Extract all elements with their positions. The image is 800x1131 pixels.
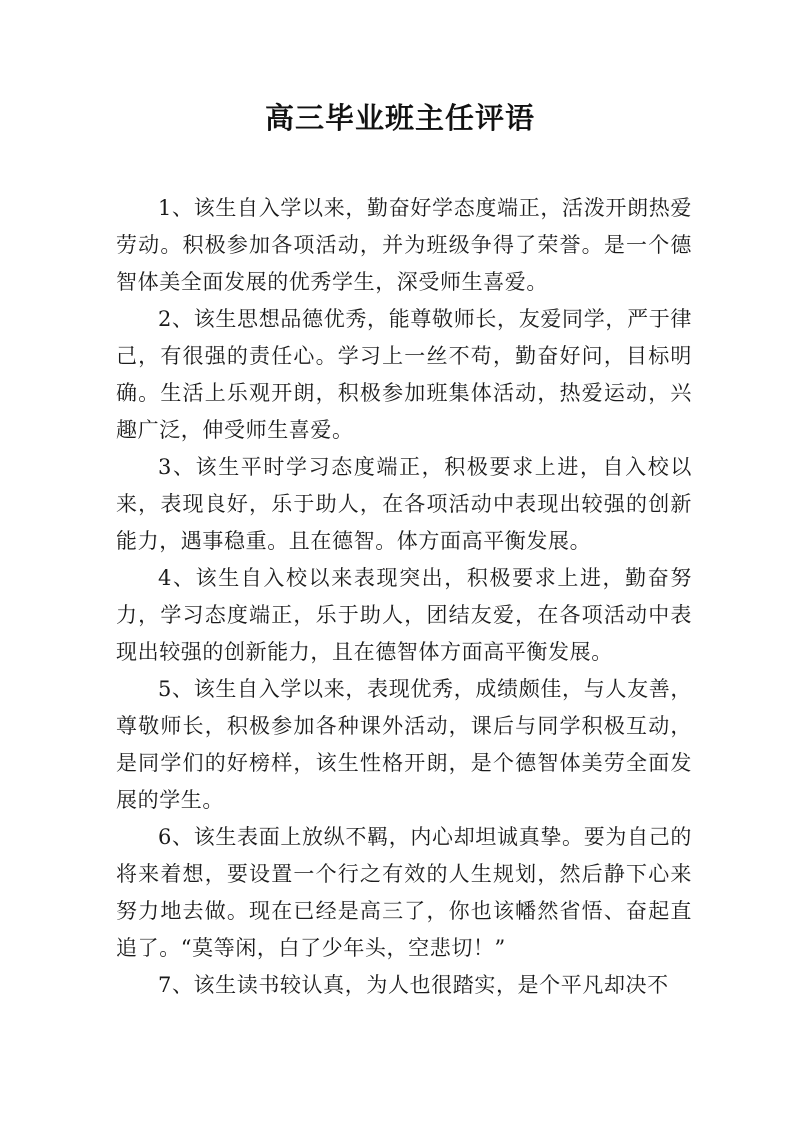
paragraph-7: 7、该生读书较认真，为人也很踏实，是个平凡却决不 [158,973,669,997]
paragraph-2: 2、该生思想品德优秀，能尊敬师长，友爱同学，严于律己，有很强的责任心。学习上一丝不苟，勤奋好问，目标明确。生活上乐观开朗，积极参加班集体活动，热爱运动，兴趣广泛，伸受师生喜爱。 [116,307,692,442]
paragraph-4: 4、该生自入校以来表现突出，积极要求上进，勤奋努力，学习态度端正，乐于助人，团结友爱，在各项活动中表现出较强的创新能力，且在德智体方面高平衡发展。 [116,566,692,664]
document-body [116,190,692,1004]
paragraph-3: 3、该生平时学习态度端正，积极要求上进，自入校以来，表现良好，乐于助人，在各项活动中表现出较强的创新能力，遇事稳重。且在德智。体方面高平衡发展。 [116,455,692,553]
paragraph-1: 1、该生自入学以来，勤奋好学态度端正，活泼开朗热爱劳动。积极参加各项活动，并为班级争得了荣誉。是一个德智体美全面发展的优秀学生，深受师生喜爱。 [116,196,692,294]
paragraph-6: 6、该生表面上放纵不羁，内心却坦诚真挚。要为自己的将来着想，要设置一个行之有效的人生规划，然后静下心来努力地去做。现在已经是高三了，你也该幡然省悟、奋起直追了。“莫等闲，白了少年头，空悲切！” [116,825,692,960]
document-title: 高三毕业班主任评语 [264,101,535,135]
paragraph-5: 5、该生自入学以来，表现优秀，成绩颇佳，与人友善，尊敬师长，积极参加各种课外活动，课后与同学积极互动，是同学们的好榜样，该生性格开朗，是个德智体美劳全面发展的学生。 [116,677,692,812]
